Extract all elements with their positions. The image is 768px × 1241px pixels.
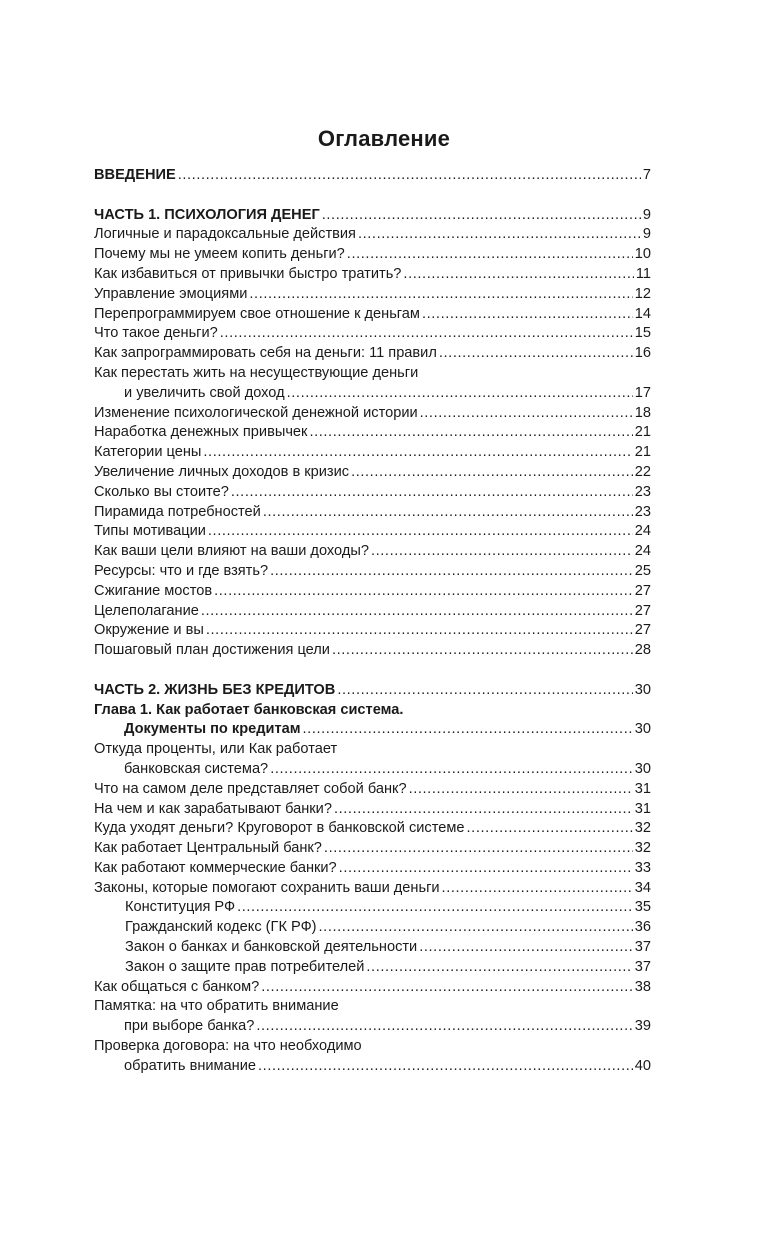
dot-leader	[332, 641, 633, 661]
toc-entry-line	[94, 1037, 651, 1057]
toc-entry	[94, 641, 651, 661]
toc-entry-title: обратить внимание	[124, 1057, 257, 1074]
toc-entry-title: Глава 1. Как работает банковская система.	[94, 701, 404, 718]
dot-leader	[403, 265, 633, 285]
toc-entry-title: Как избавиться от привычки быстро тратить?	[94, 265, 402, 282]
table-of-contents	[94, 166, 651, 1077]
toc-entry-part	[94, 166, 651, 186]
toc-entry-page: 36	[634, 919, 651, 936]
toc-entry-title: Логичные и парадоксальные действия	[94, 226, 356, 243]
dot-leader	[309, 423, 632, 443]
toc-entry	[94, 839, 651, 859]
dot-leader	[339, 859, 633, 879]
dot-leader	[337, 681, 632, 701]
toc-entry-title: Как общаться с банком?	[94, 978, 260, 995]
toc-entry-title: Законы, которые помогают сохранить ваши деньги	[94, 879, 440, 896]
toc-entry-page: 32	[634, 820, 651, 837]
toc-entry-title: Гражданский кодекс (ГК РФ)	[125, 919, 317, 936]
toc-entry-title: Целеполагание	[94, 602, 199, 619]
toc-entry-title: Сколько вы стоите?	[94, 483, 229, 500]
toc-entry	[94, 819, 651, 839]
toc-entry	[94, 602, 651, 622]
toc-entry	[94, 324, 651, 344]
toc-entry-page: 32	[634, 840, 651, 857]
toc-entry-page: 30	[634, 681, 651, 698]
toc-entry-title: Изменение психологической денежной истории	[94, 404, 418, 421]
toc-entry-title: Как работают коммерческие банки?	[94, 859, 337, 876]
toc-entry-title: На чем и как зарабатывают банки?	[94, 800, 332, 817]
dot-leader	[419, 938, 633, 958]
toc-entry	[94, 760, 651, 780]
toc-entry	[94, 859, 651, 879]
dot-leader	[319, 918, 633, 938]
dot-leader	[287, 384, 633, 404]
toc-entry-page: 35	[634, 899, 651, 916]
page-title: Оглавление	[317, 126, 451, 151]
toc-entry-part	[94, 681, 651, 701]
toc-entry-chapter-line	[94, 701, 651, 721]
toc-entry-page: 23	[634, 503, 651, 520]
toc-entry-page: 14	[634, 305, 651, 322]
toc-entry-chapter	[94, 720, 651, 740]
toc-entry-page: 16	[634, 345, 651, 362]
dot-leader	[231, 483, 633, 503]
toc-entry-page: 9	[642, 226, 651, 243]
dot-leader	[420, 404, 633, 424]
toc-entry	[94, 245, 651, 265]
dot-leader	[270, 760, 633, 780]
toc-entry-title: и увеличить свой доход	[124, 384, 285, 401]
toc-entry	[94, 305, 651, 325]
dot-leader	[178, 166, 641, 186]
dot-leader	[322, 206, 641, 226]
dot-leader	[206, 621, 633, 641]
toc-entry-line	[94, 997, 651, 1017]
toc-entry-page: 28	[634, 642, 651, 659]
dot-leader	[439, 344, 633, 364]
toc-entry	[94, 879, 651, 899]
toc-entry-title: Откуда проценты, или Как работает	[94, 741, 338, 758]
toc-entry-page: 18	[634, 404, 651, 421]
toc-entry-page: 37	[634, 939, 651, 956]
toc-entry-page: 31	[634, 780, 651, 797]
toc-entry-page: 23	[634, 483, 651, 500]
toc-entry-title: Как перестать жить на несуществующие деньги	[94, 364, 419, 381]
toc-entry	[94, 1017, 651, 1037]
dot-leader	[201, 602, 633, 622]
toc-entry-title: Памятка: на что обратить внимание	[94, 998, 339, 1015]
toc-entry-page: 21	[634, 424, 651, 441]
toc-entry-page: 22	[634, 463, 651, 480]
toc-entry-page: 27	[634, 622, 651, 639]
toc-entry-page: 27	[634, 602, 651, 619]
toc-entry-title: Сжигание мостов	[94, 582, 213, 599]
toc-entry-page: 40	[634, 1057, 651, 1074]
dot-leader	[358, 225, 641, 245]
toc-entry-page: 34	[634, 879, 651, 896]
toc-entry-title: при выборе банка?	[124, 1018, 255, 1035]
toc-entry-title: Как ваши цели влияют на ваши доходы?	[94, 543, 369, 560]
toc-entry-title: Увеличение личных доходов в кризис	[94, 463, 350, 480]
toc-entry-title: ЧАСТЬ 1. ПСИХОЛОГИЯ ДЕНЕГ	[94, 206, 320, 223]
toc-entry	[94, 780, 651, 800]
dot-leader	[249, 285, 632, 305]
toc-entry-page: 30	[634, 721, 651, 738]
toc-entry-page: 24	[634, 523, 651, 540]
toc-entry	[94, 344, 651, 364]
toc-entry-page: 15	[634, 325, 651, 342]
dot-leader	[351, 463, 633, 483]
toc-entry-part	[94, 206, 651, 226]
dot-leader	[203, 443, 632, 463]
toc-entry-page: 33	[634, 859, 651, 876]
toc-entry-page: 7	[642, 167, 651, 183]
toc-entry-page: 21	[634, 444, 651, 461]
toc-entry	[94, 285, 651, 305]
toc-entry	[94, 384, 651, 404]
toc-entry-line	[94, 740, 651, 760]
toc-entry-page: 10	[634, 246, 651, 263]
toc-entry-title: Типы мотивации	[94, 523, 206, 540]
toc-entry-title: Что на самом деле представляет собой банк?	[94, 780, 407, 797]
toc-entry-page: 30	[634, 760, 651, 777]
dot-leader	[467, 819, 633, 839]
toc-entry	[94, 800, 651, 820]
toc-entry	[94, 463, 651, 483]
dot-leader	[334, 800, 633, 820]
toc-entry-page: 11	[635, 265, 651, 282]
toc-entry	[94, 225, 651, 245]
toc-entry-title: Почему мы не умеем копить деньги?	[94, 246, 345, 263]
dot-leader	[366, 958, 632, 978]
toc-entry-page: 27	[634, 582, 651, 599]
toc-entry-line	[94, 364, 651, 384]
toc-subentry	[94, 938, 651, 958]
dot-leader	[258, 1057, 633, 1077]
toc-entry-page: 31	[634, 800, 651, 817]
toc-entry	[94, 503, 651, 523]
toc-entry-title: банковская система?	[124, 760, 269, 777]
toc-entry	[94, 621, 651, 641]
toc-entry-title: Закон о банках и банковской деятельности	[125, 939, 418, 956]
toc-entry	[94, 562, 651, 582]
toc-entry	[94, 522, 651, 542]
toc-entry-title: Категории цены	[94, 444, 202, 461]
toc-entry	[94, 423, 651, 443]
dot-leader	[237, 898, 633, 918]
toc-entry-title: ЧАСТЬ 2. ЖИЗНЬ БЕЗ КРЕДИТОВ	[94, 681, 336, 698]
toc-subentry	[94, 958, 651, 978]
toc-entry	[94, 978, 651, 998]
dot-leader	[261, 978, 633, 998]
toc-entry-title: Наработка денежных привычек	[94, 424, 308, 441]
toc-entry-title: Окружение и вы	[94, 622, 204, 639]
toc-entry-title: Как работает Центральный банк?	[94, 840, 322, 857]
toc-entry-title: Конституция РФ	[125, 899, 236, 916]
toc-entry-page: 17	[634, 384, 651, 401]
toc-entry-title: Документы по кредитам	[124, 721, 301, 738]
toc-entry-title: Перепрограммируем свое отношение к деньгам	[94, 305, 420, 322]
dot-leader	[442, 879, 633, 899]
toc-entry	[94, 542, 651, 562]
toc-entry	[94, 582, 651, 602]
toc-entry-title: Ресурсы: что и где взять?	[94, 562, 269, 579]
toc-entry-page: 37	[634, 958, 651, 975]
dot-leader	[220, 324, 633, 344]
toc-entry-title: Управление эмоциями	[94, 285, 248, 302]
dot-leader	[263, 503, 633, 523]
dot-leader	[208, 522, 633, 542]
toc-entry-page: 39	[634, 1018, 651, 1035]
toc-entry	[94, 265, 651, 285]
toc-subentry	[94, 918, 651, 938]
toc-entry-page: 38	[634, 978, 651, 995]
toc-entry	[94, 443, 651, 463]
toc-entry-title: ВВЕДЕНИЕ	[94, 167, 176, 183]
dot-leader	[422, 305, 633, 325]
toc-entry	[94, 404, 651, 424]
toc-entry-page: 9	[642, 206, 651, 223]
dot-leader	[270, 562, 633, 582]
toc-entry	[94, 1057, 651, 1077]
toc-entry	[94, 483, 651, 503]
dot-leader	[303, 720, 633, 740]
toc-entry-title: Куда уходят деньги? Круговорот в банковской системе	[94, 820, 465, 837]
toc-entry-title: Закон о защите прав потребителей	[125, 958, 365, 975]
toc-entry-page: 24	[634, 543, 651, 560]
dot-leader	[214, 582, 633, 602]
toc-entry-title: Пошаговый план достижения цели	[94, 642, 330, 659]
dot-leader	[324, 839, 633, 859]
toc-entry-title: Как запрограммировать себя на деньги: 11 правил	[94, 345, 437, 362]
dot-leader	[371, 542, 633, 562]
toc-entry-title: Что такое деньги?	[94, 325, 218, 342]
toc-entry-title: Проверка договора: на что необходимо	[94, 1038, 362, 1055]
toc-entry-title: Пирамида потребностей	[94, 503, 261, 520]
toc-subentry	[94, 898, 651, 918]
dot-leader	[347, 245, 633, 265]
dot-leader	[256, 1017, 632, 1037]
toc-entry-page: 25	[634, 562, 651, 579]
toc-entry-page: 12	[634, 285, 651, 302]
dot-leader	[409, 780, 633, 800]
